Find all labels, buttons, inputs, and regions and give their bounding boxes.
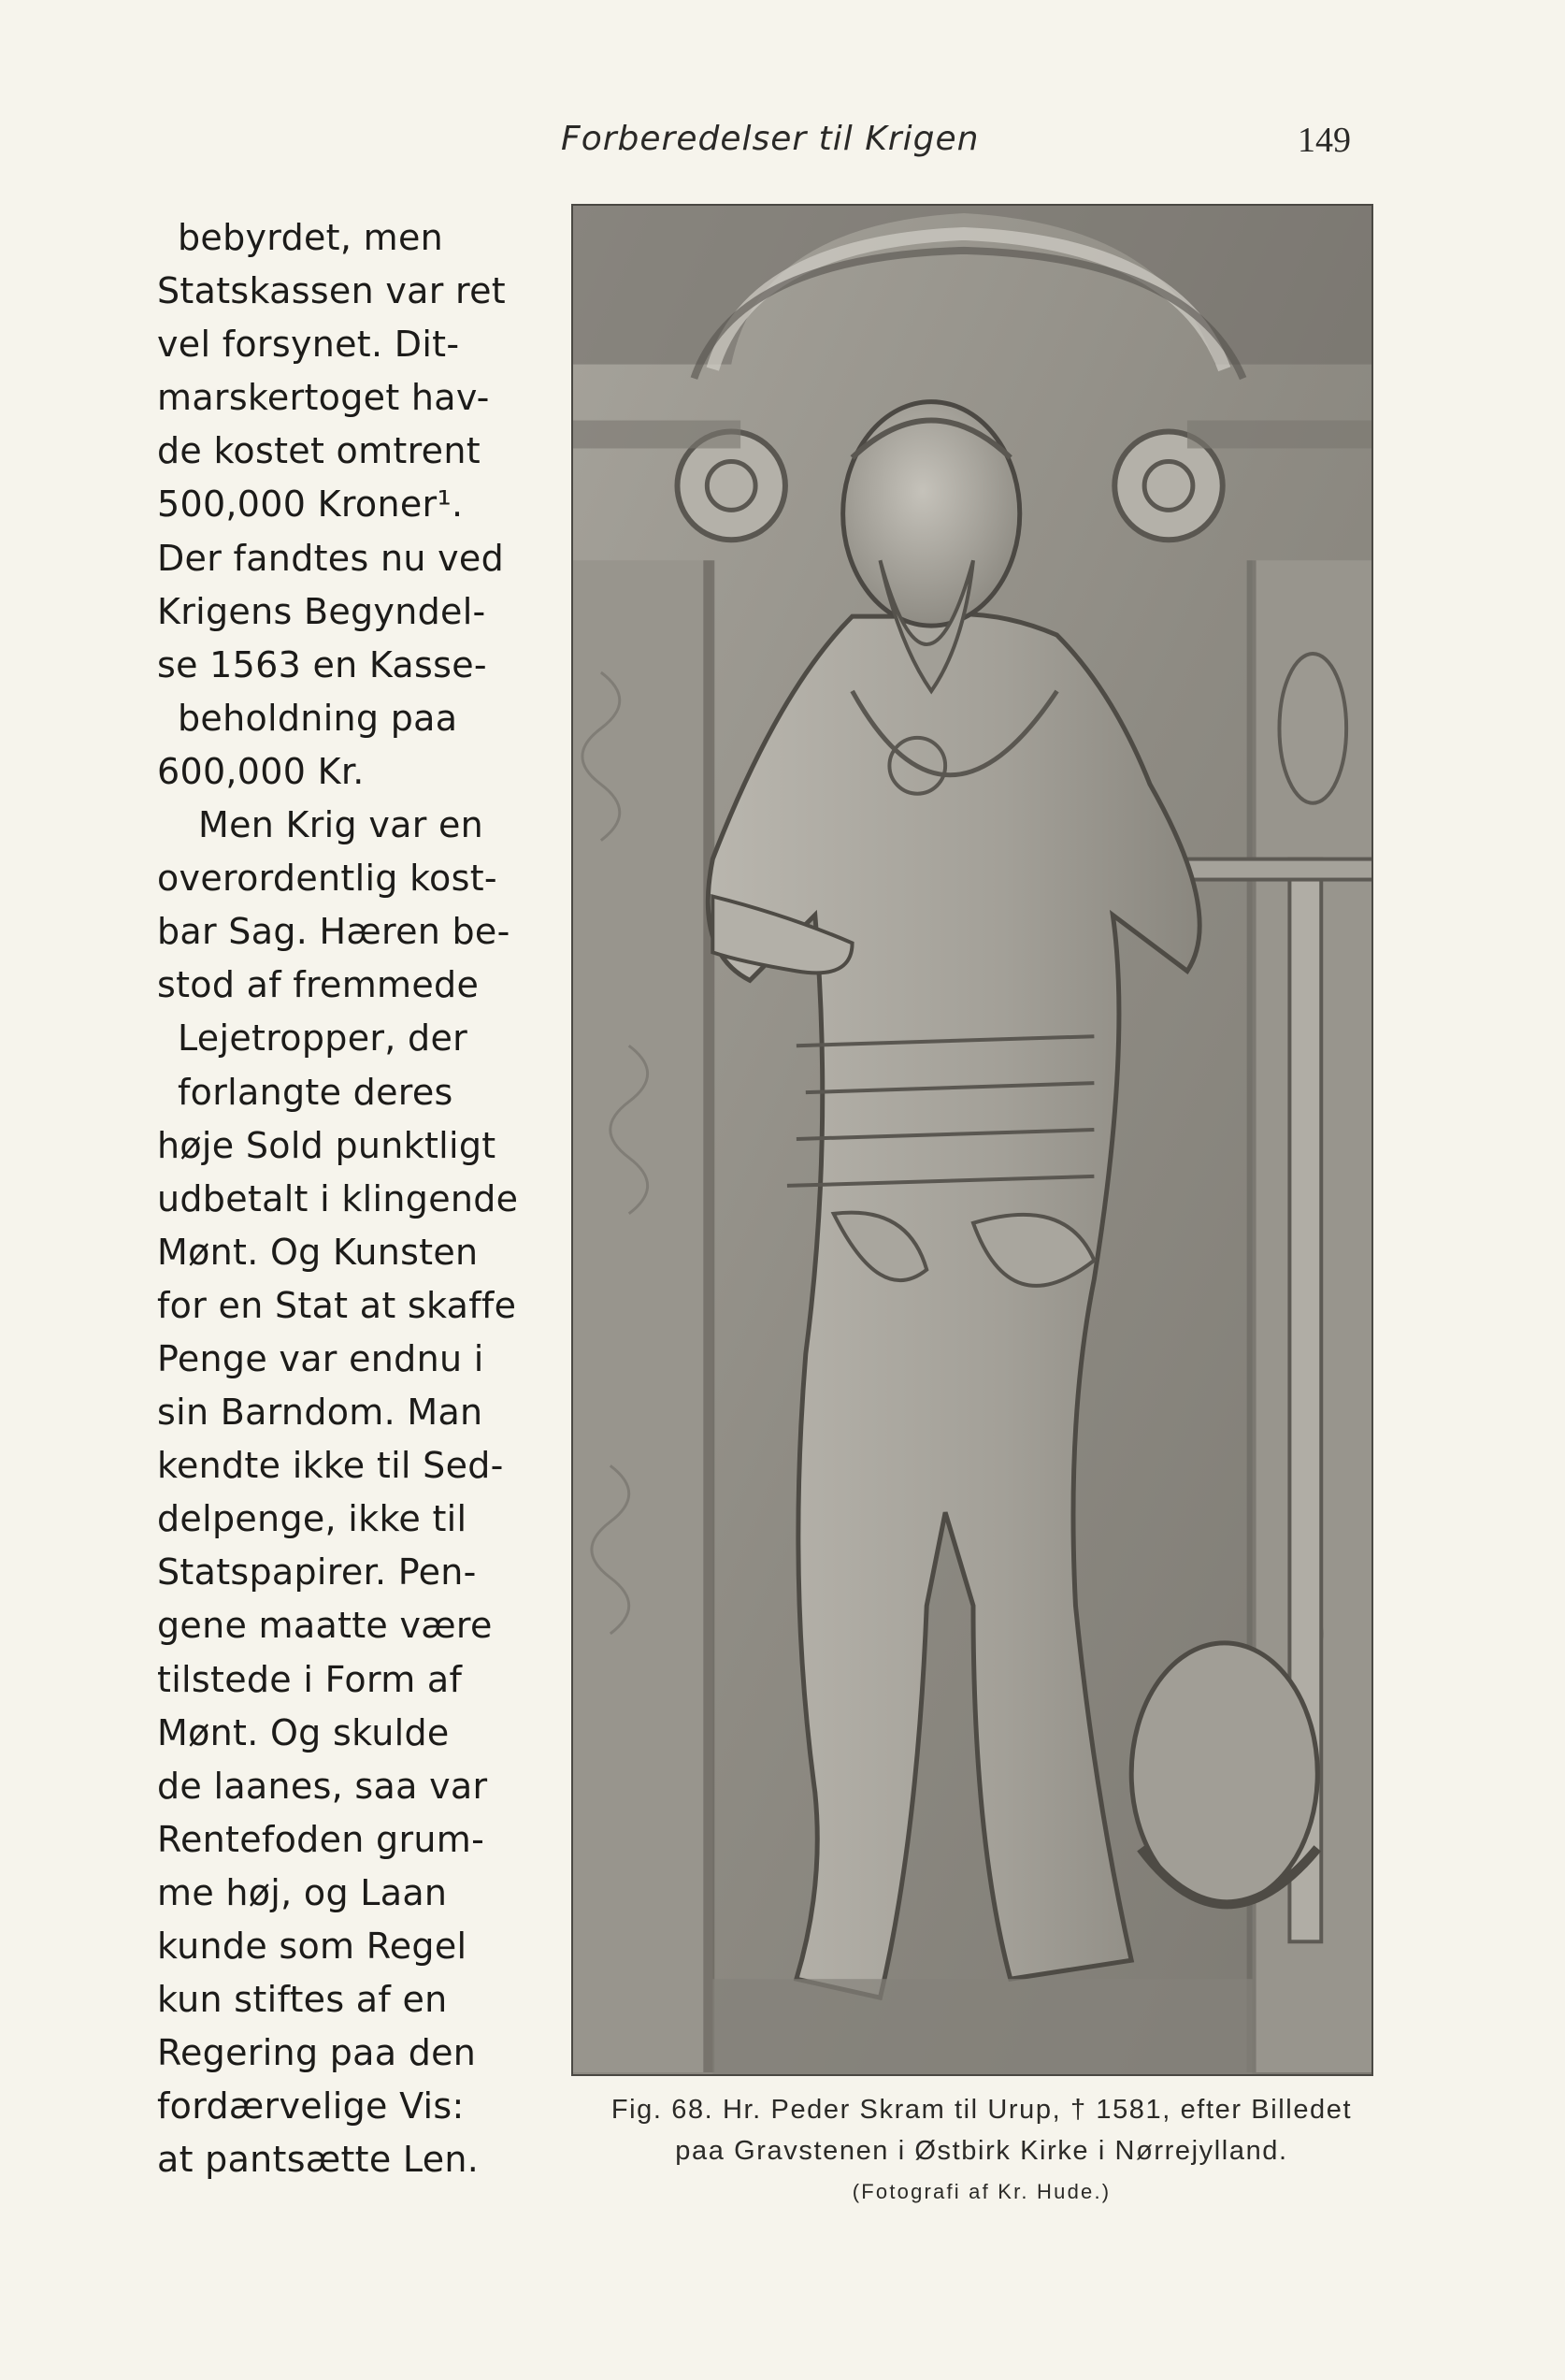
text-line: kun stiftes af en: [157, 1979, 448, 2021]
text-line: Mønt. Og Kunsten: [157, 1231, 479, 1273]
text-line: delpenge, ikke til: [157, 1498, 467, 1540]
text-line: Der fandtes nu ved: [157, 537, 505, 579]
text-line: stod af fremmede: [157, 964, 480, 1006]
text-line: Men Krig var en: [198, 804, 484, 846]
text-line: kendte ikke til Sed-: [157, 1445, 504, 1487]
text-line: Penge var endnu i: [157, 1337, 484, 1379]
text-line: 500,000 Kroner¹.: [157, 483, 464, 526]
text-line: Lejetropper, der: [178, 1017, 468, 1060]
text-line: de laanes, saa var: [157, 1765, 488, 1807]
text-line: gene maatte være: [157, 1605, 493, 1647]
running-title: Forberedelser til Krigen: [561, 120, 980, 158]
text-line: høje Sold punktligt: [157, 1124, 496, 1166]
body-text-column: [157, 211, 524, 2186]
text-line: at pantsætte Len.: [157, 2139, 480, 2181]
text-line: Statspapirer. Pen-: [157, 1551, 477, 1594]
text-line: for en Stat at skaffe: [157, 1284, 517, 1326]
text-line: Krigens Begyndel-: [157, 590, 486, 632]
text-line: fordærvelige Vis:: [157, 2085, 465, 2128]
text-line: se 1563 en Kasse-: [157, 643, 487, 685]
text-line: Statskassen var ret: [157, 270, 507, 312]
gravestone-photo: [571, 204, 1373, 2076]
text-line: overordentlig kost-: [157, 858, 497, 900]
text-line: kunde som Regel: [157, 1926, 467, 1967]
text-line: bar Sag. Hæren be-: [157, 911, 510, 953]
gravestone-relief-illustration: [573, 206, 1371, 2074]
caption-line-1: Fig. 68. Hr. Peder Skram til Urup, † 1581, efter Billedet: [610, 2095, 1353, 2125]
text-line: udbetalt i klingende: [157, 1177, 519, 1219]
text-line: sin Barndom. Man: [157, 1392, 483, 1434]
text-line: forlangte deres: [178, 1071, 453, 1113]
text-line: tilstede i Form af: [157, 1658, 463, 1700]
text-line: Mønt. Og skulde: [157, 1711, 450, 1753]
figure-caption: [561, 2089, 1402, 2211]
page-number: 149: [1298, 121, 1351, 160]
text-line: beholdning paa: [178, 697, 458, 739]
text-line: 600,000 Kr.: [157, 750, 365, 792]
photo-credit: (Fotografi af Kr. Hude.): [852, 2180, 1112, 2203]
text-line: Regering paa den: [157, 2032, 477, 2074]
caption-line-2: paa Gravstenen i Østbirk Kirke i Nørrejylland.: [675, 2136, 1288, 2166]
text-line: marskertoget hav-: [157, 377, 490, 419]
text-line: me høj, og Laan: [157, 1871, 448, 1913]
text-line: bebyrdet, men: [178, 217, 444, 258]
text-line: de kostet omtrent: [157, 430, 481, 472]
text-line: vel forsynet. Dit-: [157, 324, 460, 366]
text-line: Rentefoden grum-: [157, 1818, 485, 1860]
